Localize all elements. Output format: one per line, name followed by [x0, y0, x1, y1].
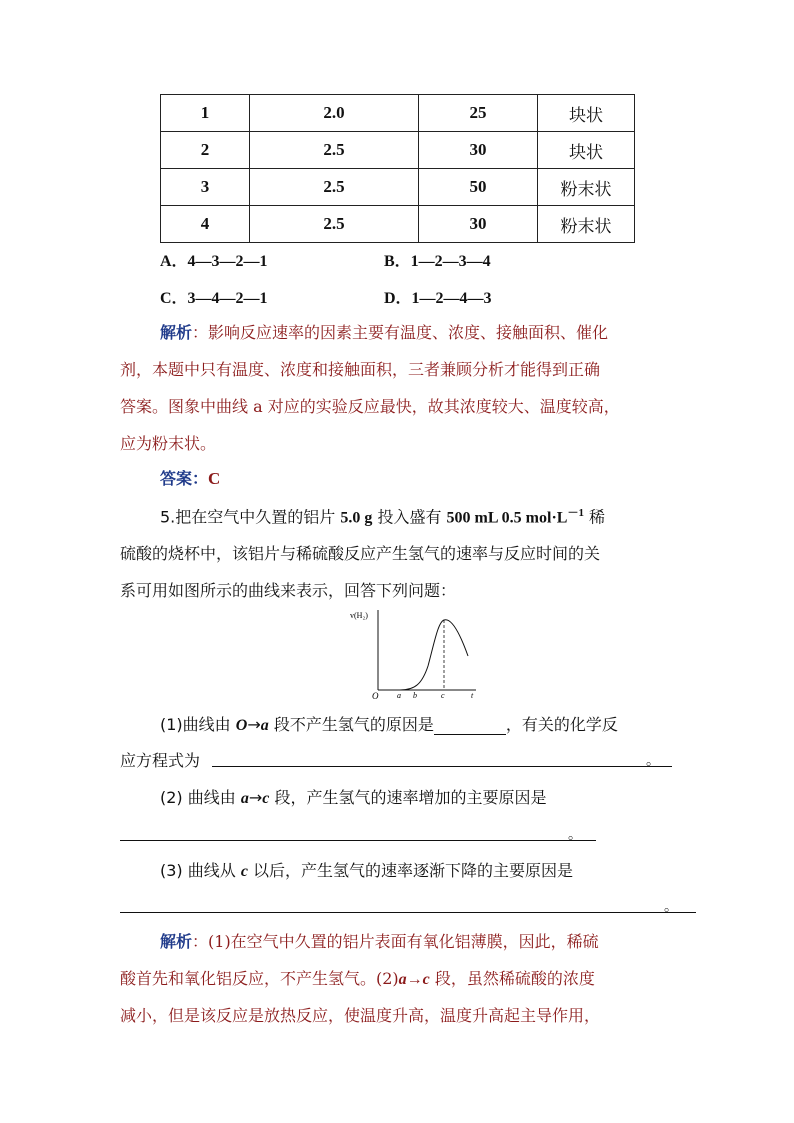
- experiment-no-cell: 1: [161, 95, 250, 132]
- subquestion3-line: (3) 曲线从 c 以后，产生氢气的速率逐渐下降的主要原因是: [160, 861, 574, 880]
- state-cell: 粉末状: [538, 206, 635, 243]
- analysis-label: 解析: [160, 323, 193, 342]
- rate-curve: [400, 620, 468, 690]
- answer-label: 答案: [160, 469, 193, 488]
- answer-blank-2[interactable]: [212, 766, 672, 767]
- blank-2-stop: 。: [646, 753, 660, 769]
- option-a: A．4—3—2—1: [160, 253, 268, 270]
- analysis1-line-4: 应为粉末状。: [120, 434, 217, 453]
- graph-label-c: c: [441, 691, 445, 700]
- temperature-cell: 25: [419, 95, 538, 132]
- concentration-cell: 2.5: [250, 132, 419, 169]
- option-c: C．3—4—2—1: [160, 290, 268, 307]
- state-cell: 块状: [538, 132, 635, 169]
- table-row: [161, 95, 635, 132]
- analysis2-line-1: 解析：(1)在空气中久置的铝片表面有氧化铝薄膜，因此，稀硫: [160, 932, 599, 951]
- blank-4-stop: 。: [664, 899, 678, 915]
- graph-label-a: a: [397, 691, 401, 700]
- temperature-cell: 30: [419, 132, 538, 169]
- analysis2-line-2: 酸首先和氧化铝反应，不产生氢气。(2)a→c 段，虽然稀硫酸的浓度: [120, 969, 595, 988]
- graph-ylabel: v(H₂): [350, 611, 368, 620]
- rate-time-graph: [350, 604, 485, 700]
- question5-line-3: 系可用如图所示的曲线来表示，回答下列问题：: [120, 581, 457, 600]
- table-row: [161, 132, 635, 169]
- temperature-cell: 50: [419, 169, 538, 206]
- state-cell: 粉末状: [538, 169, 635, 206]
- analysis2-label: 解析: [160, 932, 193, 951]
- analysis2-line-3: 减小，但是该反应是放热反应，使温度升高，温度升高起主导作用，: [120, 1006, 601, 1025]
- concentration-cell: 2.5: [250, 206, 419, 243]
- question5-line-1: 5.把在空气中久置的铝片 5.0 g 投入盛有 500 mL 0.5 $mol\cdot L^{-1}$ 稀: [160, 507, 606, 527]
- experiment-table: [160, 94, 635, 243]
- state-cell: 块状: [538, 95, 635, 132]
- answer-blank-3[interactable]: [120, 840, 596, 841]
- answer-blank-4[interactable]: [120, 912, 696, 913]
- subquestion1-line-2: 应方程式为: [120, 751, 201, 770]
- answer-line: 答案：C: [160, 469, 221, 488]
- concentration-cell: 2.0: [250, 95, 419, 132]
- graph-label-b: b: [413, 691, 417, 700]
- answer-blank-1[interactable]: [434, 718, 506, 735]
- blank-3-stop: 。: [568, 827, 582, 843]
- table-row: [161, 206, 635, 243]
- subquestion2-line: (2) 曲线由 a→c 段，产生氢气的速率增加的主要原因是: [160, 788, 547, 807]
- analysis1-line-2: 剂，本题中只有温度、浓度和接触面积，三者兼顾分析才能得到正确: [120, 360, 601, 379]
- graph-origin: O: [372, 691, 379, 700]
- table-row: [161, 169, 635, 206]
- answer-value: C: [208, 469, 221, 488]
- experiment-no-cell: 4: [161, 206, 250, 243]
- experiment-no-cell: 3: [161, 169, 250, 206]
- option-d: D．1—2—4—3: [384, 290, 492, 307]
- question5-line-2: 硫酸的烧杯中，该铝片与稀硫酸反应产生氢气的速率与反应时间的关: [120, 544, 601, 563]
- experiment-no-cell: 2: [161, 132, 250, 169]
- graph-label-t: t: [471, 691, 474, 700]
- analysis1-line-1: 解析：影响反应速率的因素主要有温度、浓度、接触面积、催化: [160, 323, 609, 342]
- subquestion1-line-1: (1)曲线由 O→a 段不产生氢气的原因是 ，有关的化学反: [160, 715, 618, 734]
- concentration-cell: 2.5: [250, 169, 419, 206]
- temperature-cell: 30: [419, 206, 538, 243]
- analysis1-line-3: 答案。图象中曲线 a 对应的实验反应最快，故其浓度较大、温度较高，: [120, 397, 620, 416]
- option-b: B．1—2—3—4: [384, 253, 491, 270]
